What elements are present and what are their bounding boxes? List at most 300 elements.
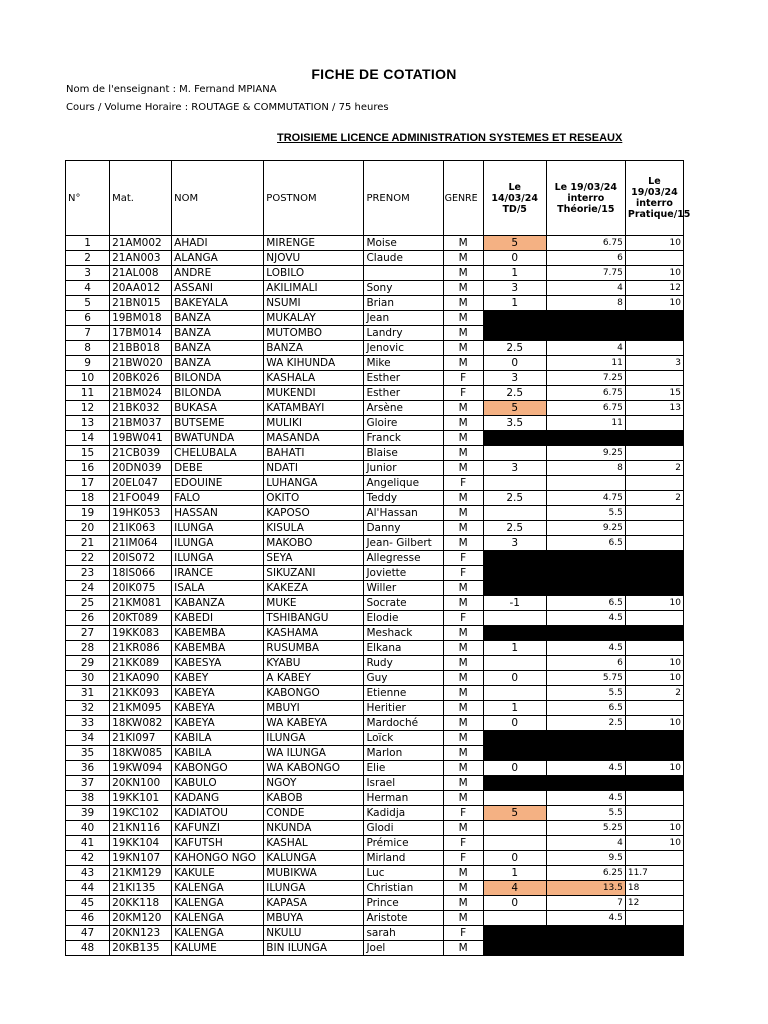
- cell-nom: KABANZA: [172, 596, 264, 611]
- cell-theorie: 11: [546, 416, 625, 431]
- cell-genre: M: [443, 521, 483, 536]
- cell-num: 17: [66, 476, 110, 491]
- cell-nom: CHELUBALA: [172, 446, 264, 461]
- cell-nom: KABEDI: [172, 611, 264, 626]
- cell-num: 24: [66, 581, 110, 596]
- cell-mat: 21AM002: [110, 236, 172, 251]
- header-td: Le 14/03/24 TD/5: [483, 161, 546, 236]
- cell-genre: F: [443, 806, 483, 821]
- cell-pratique: 11.7: [625, 866, 683, 881]
- cell-prenom: Moise: [364, 236, 443, 251]
- cell-mat: 18KW085: [110, 746, 172, 761]
- cell-mat: 18KW082: [110, 716, 172, 731]
- cell-num: 43: [66, 866, 110, 881]
- table-row: [66, 311, 684, 326]
- cell-prenom: Joel: [364, 941, 443, 956]
- cell-genre: M: [443, 431, 483, 446]
- cell-nom: KALENGA: [172, 896, 264, 911]
- cell-mat: 20EL047: [110, 476, 172, 491]
- cell-genre: M: [443, 416, 483, 431]
- cell-num: 10: [66, 371, 110, 386]
- cell-genre: M: [443, 776, 483, 791]
- cell-mat: 20KN100: [110, 776, 172, 791]
- table-row: [66, 776, 684, 791]
- cell-num: 4: [66, 281, 110, 296]
- cell-pratique: 2: [625, 491, 683, 506]
- cell-mat: 21BB018: [110, 341, 172, 356]
- table-body: [66, 236, 684, 956]
- cell-mat: 19KW094: [110, 761, 172, 776]
- table-row: [66, 536, 684, 551]
- cell-num: 42: [66, 851, 110, 866]
- cell-genre: F: [443, 566, 483, 581]
- cell-td: [483, 926, 546, 941]
- cell-mat: 18IS066: [110, 566, 172, 581]
- cell-num: 35: [66, 746, 110, 761]
- table-row: [66, 851, 684, 866]
- cell-td: 2.5: [483, 521, 546, 536]
- table-row: [66, 581, 684, 596]
- cell-genre: M: [443, 491, 483, 506]
- cell-num: 26: [66, 611, 110, 626]
- cell-prenom: Christian: [364, 881, 443, 896]
- table-row: [66, 611, 684, 626]
- cell-theorie: [546, 476, 625, 491]
- header-nom: NOM: [172, 161, 264, 236]
- cell-td: [483, 731, 546, 746]
- cell-num: 30: [66, 671, 110, 686]
- cell-num: 9: [66, 356, 110, 371]
- cell-prenom: Jenovic: [364, 341, 443, 356]
- cell-mat: 21KA090: [110, 671, 172, 686]
- table-row: [66, 371, 684, 386]
- table-row: [66, 866, 684, 881]
- table-row: [66, 641, 684, 656]
- cell-pratique: 12: [625, 281, 683, 296]
- cell-prenom: Meshack: [364, 626, 443, 641]
- table-row: [66, 446, 684, 461]
- cell-genre: M: [443, 911, 483, 926]
- cell-pratique: [625, 746, 683, 761]
- cell-nom: ASSANI: [172, 281, 264, 296]
- cell-num: 8: [66, 341, 110, 356]
- cell-num: 48: [66, 941, 110, 956]
- cell-theorie: 5.75: [546, 671, 625, 686]
- cell-genre: M: [443, 596, 483, 611]
- cell-td: 2.5: [483, 491, 546, 506]
- cell-nom: BUTSEME: [172, 416, 264, 431]
- cell-postnom: NGOY: [264, 776, 364, 791]
- cell-prenom: Esther: [364, 386, 443, 401]
- cell-pratique: [625, 851, 683, 866]
- cell-prenom: Landry: [364, 326, 443, 341]
- cell-theorie: 6: [546, 251, 625, 266]
- cell-prenom: Claude: [364, 251, 443, 266]
- cell-td: 1: [483, 641, 546, 656]
- cell-mat: 21KK089: [110, 656, 172, 671]
- cell-nom: KADANG: [172, 791, 264, 806]
- cell-pratique: [625, 311, 683, 326]
- cell-td: 3: [483, 281, 546, 296]
- cell-prenom: Teddy: [364, 491, 443, 506]
- cell-td: [483, 431, 546, 446]
- table-row: [66, 881, 684, 896]
- cell-num: 19: [66, 506, 110, 521]
- table-row: [66, 476, 684, 491]
- cell-pratique: [625, 341, 683, 356]
- table-row: [66, 716, 684, 731]
- cell-num: 14: [66, 431, 110, 446]
- cell-num: 7: [66, 326, 110, 341]
- cell-theorie: [546, 746, 625, 761]
- cell-num: 16: [66, 461, 110, 476]
- cell-nom: ANDRE: [172, 266, 264, 281]
- cell-postnom: ILUNGA: [264, 731, 364, 746]
- cell-nom: KALENGA: [172, 881, 264, 896]
- cell-prenom: Gloire: [364, 416, 443, 431]
- cell-postnom: MASANDA: [264, 431, 364, 446]
- cell-mat: 20KB135: [110, 941, 172, 956]
- cell-theorie: [546, 566, 625, 581]
- cell-pratique: 10: [625, 296, 683, 311]
- cell-postnom: NKUNDA: [264, 821, 364, 836]
- cell-td: [483, 911, 546, 926]
- cell-genre: M: [443, 746, 483, 761]
- cell-genre: M: [443, 581, 483, 596]
- cell-prenom: Blaise: [364, 446, 443, 461]
- cell-num: 1: [66, 236, 110, 251]
- cell-td: 5: [483, 401, 546, 416]
- cell-prenom: Danny: [364, 521, 443, 536]
- cell-td: [483, 611, 546, 626]
- cell-num: 34: [66, 731, 110, 746]
- cell-pratique: [625, 326, 683, 341]
- cell-td: 3: [483, 536, 546, 551]
- cell-pratique: [625, 476, 683, 491]
- table-row: [66, 656, 684, 671]
- cell-nom: BWATUNDA: [172, 431, 264, 446]
- cell-postnom: KYABU: [264, 656, 364, 671]
- cell-nom: KABEYA: [172, 701, 264, 716]
- cell-theorie: 9.25: [546, 446, 625, 461]
- cell-postnom: MBUYI: [264, 701, 364, 716]
- cell-postnom: NDATI: [264, 461, 364, 476]
- table-row: [66, 566, 684, 581]
- cell-genre: M: [443, 671, 483, 686]
- table-row: [66, 401, 684, 416]
- cell-nom: KALENGA: [172, 926, 264, 941]
- cell-pratique: [625, 566, 683, 581]
- cell-pratique: [625, 521, 683, 536]
- cell-pratique: 10: [625, 596, 683, 611]
- cell-pratique: [625, 371, 683, 386]
- cell-pratique: [625, 641, 683, 656]
- cell-td: 1: [483, 866, 546, 881]
- table-row: [66, 896, 684, 911]
- cell-theorie: 4.5: [546, 641, 625, 656]
- cell-nom: KAFUTSH: [172, 836, 264, 851]
- cell-pratique: 10: [625, 671, 683, 686]
- cell-pratique: 3: [625, 356, 683, 371]
- cell-prenom: Luc: [364, 866, 443, 881]
- table-row: [66, 251, 684, 266]
- cell-genre: F: [443, 386, 483, 401]
- cell-num: 18: [66, 491, 110, 506]
- table-row: [66, 461, 684, 476]
- cell-nom: BANZA: [172, 311, 264, 326]
- cell-prenom: Heritier: [364, 701, 443, 716]
- cell-genre: M: [443, 941, 483, 956]
- cell-nom: AHADI: [172, 236, 264, 251]
- cell-nom: KABEYA: [172, 716, 264, 731]
- cell-genre: M: [443, 461, 483, 476]
- cell-td: 0: [483, 251, 546, 266]
- cell-mat: 17BM014: [110, 326, 172, 341]
- table-row: [66, 626, 684, 641]
- cell-num: 36: [66, 761, 110, 776]
- cell-pratique: [625, 776, 683, 791]
- table-row: [66, 431, 684, 446]
- cell-genre: F: [443, 851, 483, 866]
- table-row: [66, 491, 684, 506]
- cell-pratique: 10: [625, 656, 683, 671]
- cell-num: 20: [66, 521, 110, 536]
- cell-theorie: 6.75: [546, 236, 625, 251]
- header-num: N°: [66, 161, 110, 236]
- cell-mat: 21KN116: [110, 821, 172, 836]
- cell-prenom: Elie: [364, 761, 443, 776]
- cell-theorie: 6.5: [546, 536, 625, 551]
- cell-nom: KALENGA: [172, 911, 264, 926]
- cell-prenom: Mirland: [364, 851, 443, 866]
- cell-td: [483, 776, 546, 791]
- cell-num: 25: [66, 596, 110, 611]
- cell-postnom: KAKEZA: [264, 581, 364, 596]
- cell-num: 45: [66, 896, 110, 911]
- cell-pratique: [625, 911, 683, 926]
- cell-td: [483, 626, 546, 641]
- grades-table: [65, 160, 691, 956]
- cell-genre: M: [443, 446, 483, 461]
- cell-pratique: 12: [625, 896, 683, 911]
- table-header-row: [66, 161, 684, 236]
- cell-prenom: Aristote: [364, 911, 443, 926]
- cell-mat: 21BM037: [110, 416, 172, 431]
- cell-postnom: WA KABONGO: [264, 761, 364, 776]
- cell-nom: BANZA: [172, 356, 264, 371]
- cell-num: 22: [66, 551, 110, 566]
- cell-td: [483, 476, 546, 491]
- cell-nom: EDOUINE: [172, 476, 264, 491]
- cell-genre: F: [443, 926, 483, 941]
- cell-nom: KABEMBA: [172, 626, 264, 641]
- cell-mat: 21FO049: [110, 491, 172, 506]
- cell-prenom: Jean- Gilbert: [364, 536, 443, 551]
- cell-postnom: MUBIKWA: [264, 866, 364, 881]
- cell-theorie: [546, 326, 625, 341]
- cell-genre: M: [443, 881, 483, 896]
- table-row: [66, 236, 684, 251]
- cell-td: 0: [483, 716, 546, 731]
- cell-td: 0: [483, 671, 546, 686]
- cell-pratique: [625, 251, 683, 266]
- cell-theorie: 4.5: [546, 911, 625, 926]
- cell-genre: M: [443, 401, 483, 416]
- cell-td: 0: [483, 851, 546, 866]
- cell-genre: M: [443, 311, 483, 326]
- cell-prenom: sarah: [364, 926, 443, 941]
- cell-genre: M: [443, 821, 483, 836]
- cell-prenom: Sony: [364, 281, 443, 296]
- table-row: [66, 551, 684, 566]
- cell-pratique: [625, 626, 683, 641]
- cell-mat: 21KK093: [110, 686, 172, 701]
- cell-pratique: 15: [625, 386, 683, 401]
- cell-theorie: [546, 626, 625, 641]
- cell-theorie: 5.25: [546, 821, 625, 836]
- table-row: [66, 731, 684, 746]
- cell-td: 2.5: [483, 386, 546, 401]
- cell-mat: 20KK118: [110, 896, 172, 911]
- cell-prenom: Esther: [364, 371, 443, 386]
- cell-postnom: LOBILO: [264, 266, 364, 281]
- cell-mat: 21KI097: [110, 731, 172, 746]
- table-row: [66, 926, 684, 941]
- cell-td: 1: [483, 701, 546, 716]
- table-row: [66, 521, 684, 536]
- cell-theorie: 6.75: [546, 386, 625, 401]
- cell-nom: BANZA: [172, 326, 264, 341]
- cell-prenom: Etienne: [364, 686, 443, 701]
- cell-pratique: 10: [625, 761, 683, 776]
- cell-postnom: KASHAL: [264, 836, 364, 851]
- cell-genre: M: [443, 296, 483, 311]
- cell-nom: KABONGO: [172, 761, 264, 776]
- cell-theorie: 4: [546, 281, 625, 296]
- cell-theorie: [546, 731, 625, 746]
- cell-td: 3: [483, 371, 546, 386]
- cell-mat: 19BM018: [110, 311, 172, 326]
- header-mat: Mat.: [110, 161, 172, 236]
- cell-pratique: [625, 446, 683, 461]
- cell-genre: M: [443, 236, 483, 251]
- cell-genre: F: [443, 371, 483, 386]
- cell-postnom: NKULU: [264, 926, 364, 941]
- cell-prenom: Guy: [364, 671, 443, 686]
- table-row: [66, 821, 684, 836]
- cell-theorie: 6: [546, 656, 625, 671]
- cell-postnom: OKITO: [264, 491, 364, 506]
- cell-prenom: Elkana: [364, 641, 443, 656]
- cell-genre: M: [443, 506, 483, 521]
- cell-td: 0: [483, 356, 546, 371]
- cell-postnom: KALUNGA: [264, 851, 364, 866]
- table-row: [66, 341, 684, 356]
- cell-prenom: Prince: [364, 896, 443, 911]
- cell-theorie: 4.5: [546, 791, 625, 806]
- cell-postnom: NJOVU: [264, 251, 364, 266]
- cell-nom: KAFUNZI: [172, 821, 264, 836]
- cell-td: [483, 686, 546, 701]
- cell-td: 3: [483, 461, 546, 476]
- cell-postnom: A KABEY: [264, 671, 364, 686]
- cell-genre: M: [443, 266, 483, 281]
- cell-pratique: [625, 551, 683, 566]
- table-row: [66, 326, 684, 341]
- cell-mat: 19KN107: [110, 851, 172, 866]
- cell-td: 2.5: [483, 341, 546, 356]
- cell-postnom: KABONGO: [264, 686, 364, 701]
- cell-prenom: Herman: [364, 791, 443, 806]
- cell-genre: M: [443, 281, 483, 296]
- cell-num: 28: [66, 641, 110, 656]
- cell-prenom: Junior: [364, 461, 443, 476]
- cell-postnom: MUKENDI: [264, 386, 364, 401]
- cell-theorie: 5.5: [546, 506, 625, 521]
- cell-num: 6: [66, 311, 110, 326]
- cell-postnom: MUTOMBO: [264, 326, 364, 341]
- cell-td: [483, 566, 546, 581]
- cell-theorie: 6.75: [546, 401, 625, 416]
- cell-nom: ISALA: [172, 581, 264, 596]
- cell-pratique: 10: [625, 821, 683, 836]
- cell-postnom: SEYA: [264, 551, 364, 566]
- cell-td: 0: [483, 896, 546, 911]
- cell-mat: 21IK063: [110, 521, 172, 536]
- cell-prenom: Glodi: [364, 821, 443, 836]
- cell-postnom: KASHALA: [264, 371, 364, 386]
- cell-td: [483, 821, 546, 836]
- cell-prenom: Arsène: [364, 401, 443, 416]
- cell-postnom: RUSUMBA: [264, 641, 364, 656]
- cell-theorie: [546, 551, 625, 566]
- cell-pratique: [625, 806, 683, 821]
- cell-genre: F: [443, 611, 483, 626]
- cell-prenom: Elodie: [364, 611, 443, 626]
- cell-td: [483, 836, 546, 851]
- cell-theorie: 9.25: [546, 521, 625, 536]
- cell-genre: M: [443, 536, 483, 551]
- cell-theorie: 9.5: [546, 851, 625, 866]
- cell-mat: 19HK053: [110, 506, 172, 521]
- cell-postnom: KASHAMA: [264, 626, 364, 641]
- cell-num: 38: [66, 791, 110, 806]
- cell-postnom: MUKALAY: [264, 311, 364, 326]
- cell-postnom: KAPOSO: [264, 506, 364, 521]
- cell-theorie: [546, 311, 625, 326]
- cell-nom: KAKULE: [172, 866, 264, 881]
- cell-prenom: Franck: [364, 431, 443, 446]
- cell-genre: M: [443, 356, 483, 371]
- cell-nom: KABEY: [172, 671, 264, 686]
- cell-nom: ILUNGA: [172, 551, 264, 566]
- cell-td: 1: [483, 296, 546, 311]
- cell-pratique: 10: [625, 266, 683, 281]
- cell-pratique: [625, 611, 683, 626]
- cell-pratique: 18: [625, 881, 683, 896]
- cell-pratique: 10: [625, 236, 683, 251]
- cell-postnom: WA KIHUNDA: [264, 356, 364, 371]
- cell-pratique: [625, 701, 683, 716]
- cell-postnom: ILUNGA: [264, 881, 364, 896]
- cell-num: 37: [66, 776, 110, 791]
- class-subtitle: TROISIEME LICENCE ADMINISTRATION SYSTEMES ET RESEAUX: [277, 132, 623, 144]
- cell-prenom: [364, 266, 443, 281]
- cell-prenom: Mardoché: [364, 716, 443, 731]
- cell-prenom: Marlon: [364, 746, 443, 761]
- cell-postnom: BANZA: [264, 341, 364, 356]
- cell-mat: 20IK075: [110, 581, 172, 596]
